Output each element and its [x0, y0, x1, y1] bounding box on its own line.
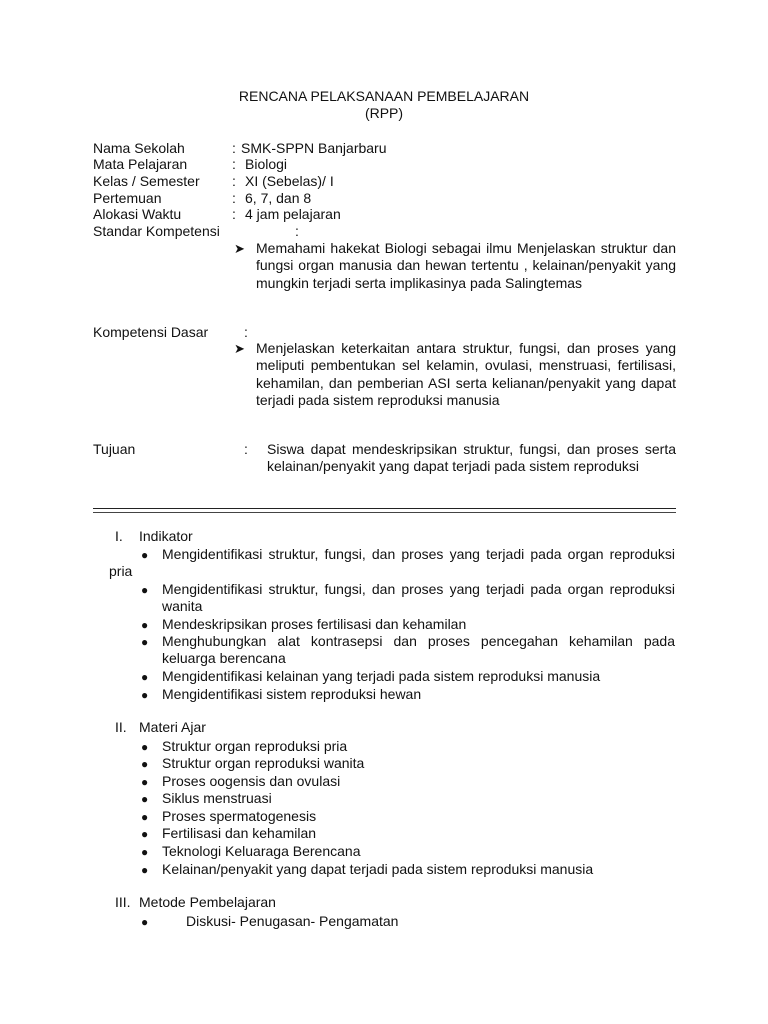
label-standar-kompetensi: Standar Kompetensi — [93, 223, 220, 239]
bullet-dot-icon: ● — [141, 670, 149, 684]
document-title: RENCANA PELAKSANAAN PEMBELAJARAN — [238, 88, 530, 104]
bullet-dot-icon: ● — [141, 583, 149, 597]
materi-item: Proses spermatogenesis — [162, 808, 317, 824]
sep-mata-pelajaran: : — [232, 156, 236, 172]
sep-kelas-semester: : — [232, 173, 236, 189]
section-heading-materi: Materi Ajar — [139, 719, 206, 735]
sep-standar-kompetensi: : — [295, 223, 299, 239]
bullet-dot-icon: ● — [141, 635, 149, 649]
label-alokasi-waktu: Alokasi Waktu — [93, 206, 182, 222]
bullet-dot-icon: ● — [141, 740, 149, 754]
value-kelas-semester: XI (Sebelas)/ I — [245, 173, 334, 189]
bullet-dot-icon: ● — [141, 775, 149, 789]
section-numeral-indikator: I. — [115, 528, 123, 544]
bullet-dot-icon: ● — [141, 810, 149, 824]
materi-item: Fertilisasi dan kehamilan — [162, 825, 317, 841]
sep-tujuan: : — [244, 441, 248, 457]
label-nama-sekolah: Nama Sekolah — [93, 140, 185, 156]
indikator-item: Mengidentifikasi struktur, fungsi, dan proses yang terjadi pada organ reproduksi pria — [109, 546, 675, 580]
materi-item: Teknologi Keluaraga Berencana — [162, 843, 361, 859]
bullet-dot-icon: ● — [141, 618, 149, 632]
label-kompetensi-dasar: Kompetensi Dasar — [93, 324, 209, 340]
arrow-bullet-icon: ➤ — [234, 241, 245, 256]
kompetensi-dasar-text: Menjelaskan keterkaitan antara struktur, fungsi, dan proses yang meliputi pembentukan sel kelamin, ovulasi, menstruasi, fertilisasi, kehamilan, dan pemberian ASI serta kelianan/penyakit yang dapat terjadi pada sistem reproduksi manusia — [256, 340, 676, 409]
label-tujuan: Tujuan — [93, 441, 136, 457]
section-numeral-metode: III. — [115, 894, 131, 910]
value-alokasi-waktu: 4 jam pelajaran — [245, 206, 341, 222]
bullet-dot-icon: ● — [141, 757, 149, 771]
bullet-dot-icon: ● — [141, 688, 149, 702]
sep-kompetensi-dasar: : — [244, 324, 248, 340]
bullet-dot-icon: ● — [141, 792, 149, 806]
document-subtitle: (RPP) — [364, 105, 404, 121]
materi-item: Siklus menstruasi — [162, 790, 272, 806]
label-pertemuan: Pertemuan — [93, 190, 162, 206]
indikator-item: Mengidentifikasi sistem reproduksi hewan — [162, 686, 422, 702]
materi-item: Kelainan/penyakit yang dapat terjadi pada sistem reproduksi manusia — [162, 861, 594, 877]
value-pertemuan: 6, 7, dan 8 — [245, 190, 312, 206]
section-numeral-materi: II. — [115, 719, 127, 735]
value-mata-pelajaran: Biologi — [245, 156, 288, 172]
section-heading-indikator: Indikator — [139, 528, 193, 544]
bullet-dot-icon: ● — [141, 827, 149, 841]
divider-rule-top — [93, 508, 676, 509]
bullet-dot-icon: ● — [141, 863, 149, 877]
sep-alokasi-waktu: : — [232, 206, 236, 222]
standar-kompetensi-text: Memahami hakekat Biologi sebagai ilmu Menjelaskan struktur dan fungsi organ manusia dan hewan tertentu , kelainan/penyakit yang mungkin terjadi serta implikasinya pada Salingtemas — [256, 240, 676, 291]
bullet-dot-icon: ● — [141, 845, 149, 859]
indikator-item: Mengidentifikasi struktur, fungsi, dan proses yang terjadi pada organ reproduksi wanita — [162, 581, 675, 615]
label-kelas-semester: Kelas / Semester — [93, 173, 200, 189]
bullet-dot-icon: ● — [141, 548, 149, 562]
metode-item: Diskusi- Penugasan- Pengamatan — [186, 913, 399, 929]
indikator-item: Mendeskripsikan proses fertilisasi dan kehamilan — [162, 616, 467, 632]
arrow-bullet-icon: ➤ — [234, 341, 245, 356]
sep-pertemuan: : — [232, 190, 236, 206]
value-nama-sekolah: SMK-SPPN Banjarbaru — [241, 140, 387, 156]
tujuan-text: Siswa dapat mendeskripsikan struktur, fungsi, dan proses serta kelainan/penyakit yang dapat terjadi pada sistem reproduksi — [267, 441, 676, 475]
bullet-dot-icon: ● — [141, 915, 149, 929]
divider-rule-bottom — [93, 512, 676, 513]
label-mata-pelajaran: Mata Pelajaran — [93, 156, 188, 172]
indikator-item: Menghubungkan alat kontrasepsi dan proses pencegahan kehamilan pada keluarga berencana — [162, 633, 675, 667]
materi-item: Struktur organ reproduksi pria — [162, 738, 348, 754]
materi-item: Struktur organ reproduksi wanita — [162, 755, 365, 771]
indikator-item: Mengidentifikasi kelainan yang terjadi pada sistem reproduksi manusia — [162, 668, 601, 684]
section-heading-metode: Metode Pembelajaran — [139, 894, 276, 910]
sep-nama-sekolah: : — [232, 140, 236, 156]
materi-item: Proses oogensis dan ovulasi — [162, 773, 341, 789]
